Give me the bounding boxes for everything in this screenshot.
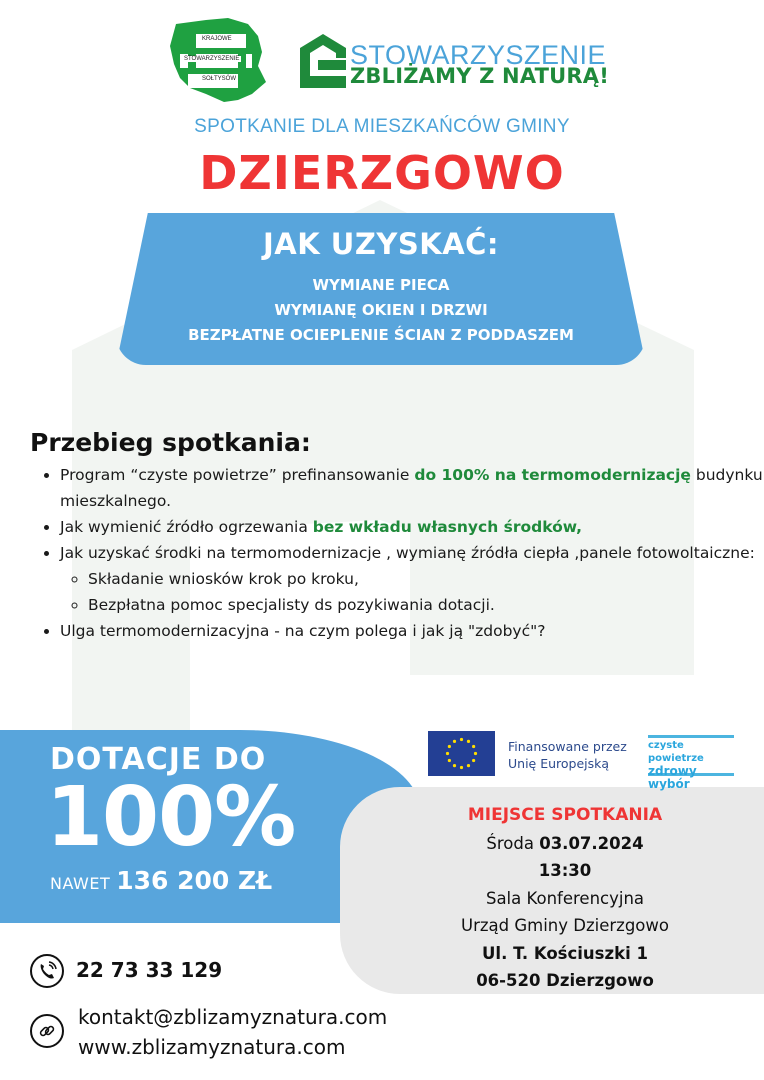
agenda-text: budynku mieszkalnego. [60,466,763,510]
phone-number[interactable]: 22 73 33 129 [76,958,223,982]
eu-star [460,738,463,741]
krajowe-stowarzyszenie-soltysow-logo [166,16,270,106]
house-logo-icon [300,34,346,88]
agenda-sublist [60,566,764,618]
meeting-office: Urząd Gminy Dzierzgowo [461,916,669,935]
agenda-item [60,540,764,618]
how-item: WYMIANE PIECA [312,276,450,294]
meeting-day: Środa [486,833,540,853]
agenda-item: • Ulga termomodernizacyjna - na czym polega i jak ją "zdobyć"? [60,618,764,644]
eu-star [453,740,456,743]
eu-flag-icon [428,731,495,776]
meeting-date: 03.07.2024 [539,833,644,853]
eu-funding-text [508,738,627,772]
eu-star [448,745,451,748]
cp-logo-line: czyste powietrze [648,740,704,764]
eu-star [467,764,470,767]
grant-amount-prefix: NAWET [50,874,111,893]
eu-star [460,766,463,769]
logo-text-soltysow: SOŁTYSÓW [202,76,237,82]
logo-text-stowarzyszenie: STOWARZYSZENIE [184,56,240,62]
agenda-highlight: do 100% na termomodernizację [414,466,691,484]
how-item: BEZPŁATNE OCIEPLENIE ŚCIAN Z PODDASZEM [188,326,574,344]
agenda-item [60,462,764,514]
agenda-list [30,462,764,644]
meeting-hall: Sala Konferencyjna [485,888,645,908]
meeting-place-title: MIEJSCE SPOTKANIA [467,805,663,825]
agenda-subitem: ◦ Składanie wniosków krok po kroku, [88,566,764,592]
meeting-postal: 06-520 Dzierzgowo [476,971,654,990]
agenda-highlight: bez wkładu własnych środków, [312,518,583,536]
grant-percent: 100% [46,770,296,865]
cp-logo-line: zdrowy wybór [648,764,697,791]
logo-text-krajowe: KRAJOWE [202,36,232,42]
logo-zblizamy-text: ZBLIŻAMY Z NATURĄ! [350,64,610,88]
agenda-subitem: ◦ Bezpłatna pomoc specjalisty ds pozykiwania dotacji. [88,592,764,618]
how-to-get-title: JAK UZYSKAĆ: [262,227,500,261]
meeting-place [420,802,710,995]
grant-amount-value: 136 200 ZŁ [116,866,273,895]
meeting-subtitle: SPOTKANIE DLA MIESZKAŃCÓW GMINY [194,116,570,137]
website-link[interactable]: www.zblizamyznatura.com [78,1035,346,1059]
city-title: DZIERZGOWO [199,146,565,200]
email-link[interactable]: kontakt@zblizamyznatura.com [78,1005,388,1029]
meeting-time: 13:30 [538,861,592,880]
eu-star [472,759,475,762]
agenda-text: Jak uzyskać środki na termomodernizacje , wymianę źródła ciepła ,panele fotowoltaiczne: [60,544,755,562]
agenda-text: Program “czyste powietrze” prefinansowanie [60,466,415,484]
eu-star [446,752,449,755]
eu-star [467,740,470,743]
link-icon [30,1014,64,1048]
agenda-item [60,514,764,540]
eu-funding-line: Finansowane przez [508,739,627,754]
agenda-text: Jak wymienić źródło ogrzewania [60,518,313,536]
meeting-date-row [420,830,710,858]
eu-funding-line: Unię Europejską [508,756,610,771]
zblizamy-z-natura-logo [300,34,610,90]
logo-stowarzyszenie-text: STOWARZYSZENIE [350,40,607,70]
czyste-powietrze-logo [648,735,734,791]
eu-star [448,759,451,762]
how-item: WYMIANĘ OKIEN I DRZWI [274,301,488,319]
agenda-title: Przebieg spotkania: [30,428,311,457]
eu-star [453,764,456,767]
meeting-street: Ul. T. Kościuszki 1 [482,943,648,963]
eu-star [474,752,477,755]
phone-icon [30,954,64,988]
how-to-get-content [116,213,646,365]
grant-amount [50,866,272,895]
eu-star [472,745,475,748]
grant-headline: DOTACJE DO [50,742,267,777]
